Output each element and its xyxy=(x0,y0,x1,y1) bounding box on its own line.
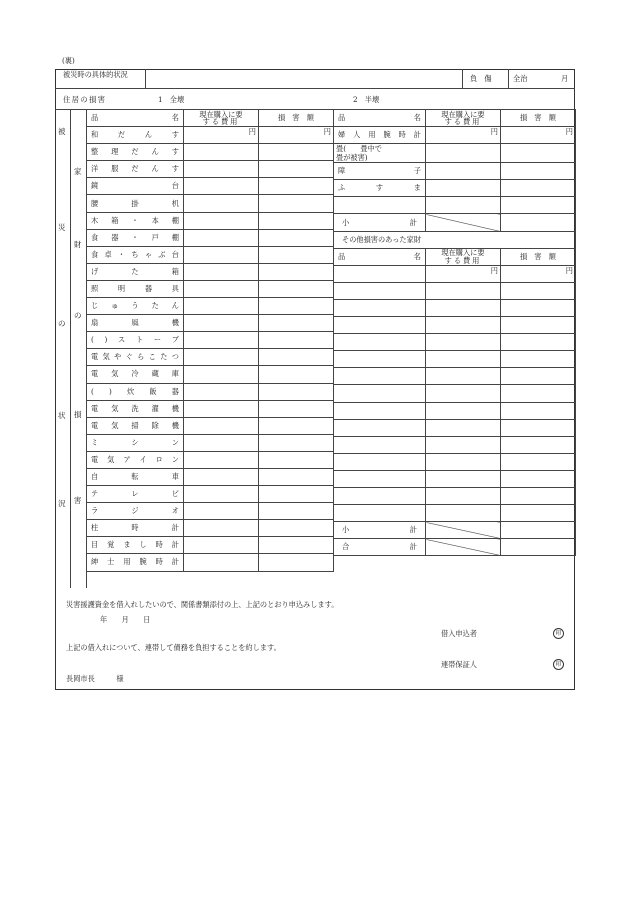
total-label-cost[interactable] xyxy=(426,539,501,556)
damage-cell[interactable] xyxy=(259,161,334,178)
cost-cell[interactable] xyxy=(184,383,259,400)
header-cost-line2: する費用 xyxy=(444,255,482,265)
table-row xyxy=(87,229,334,246)
injury-month-label: 月 xyxy=(561,74,569,83)
table-row xyxy=(87,520,334,537)
tatami-line2: 畳が被害) xyxy=(336,153,368,163)
item-name[interactable] xyxy=(334,299,426,316)
header-cost-line2: する費用 xyxy=(444,117,482,127)
table-row xyxy=(87,451,334,468)
cost-cell[interactable] xyxy=(184,263,259,280)
cost-cell[interactable] xyxy=(184,349,259,366)
item-name: 婦 人 用 腕 時 計 xyxy=(338,130,421,140)
damage-cell[interactable] xyxy=(501,282,576,299)
table-row xyxy=(334,402,576,419)
table-row xyxy=(87,434,334,451)
item-name: 扇 風 機 xyxy=(91,318,179,328)
table-row xyxy=(334,385,576,402)
damage-cell[interactable]: 円 xyxy=(501,265,576,282)
table-row xyxy=(334,317,576,334)
item-name[interactable] xyxy=(334,197,426,214)
cost-cell[interactable] xyxy=(184,468,259,485)
item-name[interactable] xyxy=(334,402,426,419)
damage-cell[interactable] xyxy=(259,263,334,280)
cost-cell[interactable] xyxy=(426,351,501,368)
header-damage: 損 害 額 xyxy=(259,110,334,127)
cost-cell[interactable] xyxy=(426,402,501,419)
table-row xyxy=(87,383,334,400)
cost-cell[interactable] xyxy=(184,280,259,297)
table-row xyxy=(334,453,576,470)
item-name: ラ ジ オ xyxy=(91,506,179,516)
item-name: 電 気 冷 蔵 庫 xyxy=(91,369,179,379)
right-items-table xyxy=(333,109,576,556)
damage-cell[interactable] xyxy=(259,537,334,554)
item-name: 食 器 ・ 戸 棚 xyxy=(91,232,179,242)
applicant-seal: 印 xyxy=(553,628,564,639)
cost-cell[interactable] xyxy=(426,470,501,487)
cost-cell[interactable] xyxy=(426,487,501,504)
cost-cell[interactable] xyxy=(184,554,259,571)
item-name[interactable] xyxy=(334,487,426,504)
table-row xyxy=(334,419,576,436)
table-row xyxy=(87,554,334,571)
cost-cell[interactable] xyxy=(426,368,501,385)
damage-cell[interactable] xyxy=(259,417,334,434)
guarantor-label: 連帯保証人 xyxy=(441,660,477,669)
table-row xyxy=(87,298,334,315)
subtotal-label-cost[interactable] xyxy=(426,522,501,539)
item-name: ミ シ ン xyxy=(91,437,179,447)
cost-cell[interactable] xyxy=(184,332,259,349)
housing-damage-label: 住居の損害 xyxy=(63,95,107,104)
tatami-cell xyxy=(334,144,426,163)
table-row xyxy=(334,368,576,385)
cost-cell[interactable] xyxy=(426,144,501,163)
damage-cell[interactable] xyxy=(259,434,334,451)
side-label-char: 災 xyxy=(58,223,66,232)
damage-cell[interactable] xyxy=(259,195,334,212)
cost-cell[interactable] xyxy=(426,317,501,334)
left-items-table xyxy=(86,109,334,572)
header-item: 品 名 xyxy=(338,251,421,261)
table-row xyxy=(87,195,334,212)
header-item: 品 名 xyxy=(338,113,421,123)
header-cost xyxy=(426,110,501,127)
cost-cell[interactable] xyxy=(426,385,501,402)
damage-cell[interactable] xyxy=(501,317,576,334)
header-cost-line1: 現在購入に要 xyxy=(441,248,485,258)
cost-cell[interactable] xyxy=(184,246,259,263)
damage-cell[interactable] xyxy=(259,212,334,229)
item-name: ( ) ス ト ー ブ xyxy=(91,335,179,345)
table-row xyxy=(334,487,576,504)
item-name[interactable] xyxy=(334,265,426,282)
table-row xyxy=(334,470,576,487)
table-row xyxy=(87,144,334,161)
item-name: げ た 箱 xyxy=(91,266,179,276)
damage-cell[interactable] xyxy=(259,554,334,571)
page-side-label: (裏) xyxy=(62,56,75,65)
damage-cell[interactable] xyxy=(259,315,334,332)
table-header-row xyxy=(334,110,576,127)
item-name: 自 転 車 xyxy=(91,472,179,482)
item-name: 電 気 掃 除 機 xyxy=(91,420,179,430)
cost-cell[interactable] xyxy=(184,178,259,195)
item-name[interactable] xyxy=(334,436,426,453)
cost-cell[interactable] xyxy=(184,520,259,537)
item-name: 紳 士 用 腕 時 計 xyxy=(91,557,179,567)
item-name[interactable] xyxy=(334,419,426,436)
cost-cell[interactable] xyxy=(426,419,501,436)
item-name: じ ゅ う た ん xyxy=(91,301,179,311)
cost-cell[interactable] xyxy=(184,503,259,520)
cost-cell[interactable] xyxy=(184,366,259,383)
damage-cell[interactable] xyxy=(259,349,334,366)
damage-cell[interactable] xyxy=(259,503,334,520)
total-label-damage[interactable] xyxy=(501,539,576,556)
side-label-char: の xyxy=(58,319,66,328)
item-name: 照 明 器 具 xyxy=(91,283,179,293)
header-cost-line2: する費用 xyxy=(202,117,240,127)
damage-cell[interactable] xyxy=(259,144,334,161)
item-name: 柱 時 計 xyxy=(91,523,179,533)
damage-cell[interactable] xyxy=(259,383,334,400)
injury-value: 全治 xyxy=(513,74,528,83)
header-damage: 損 害 額 xyxy=(501,248,576,265)
cost-cell[interactable] xyxy=(426,282,501,299)
damage-cell[interactable] xyxy=(259,332,334,349)
table-row xyxy=(334,351,576,368)
cost-cell[interactable] xyxy=(426,436,501,453)
table-header-row xyxy=(87,110,334,127)
header-cost xyxy=(426,248,501,265)
subtotal-cost[interactable] xyxy=(426,214,501,231)
cost-cell[interactable]: 円 xyxy=(184,127,259,144)
cost-cell[interactable] xyxy=(426,453,501,470)
side-label-char: 損 xyxy=(74,410,82,419)
damage-cell[interactable] xyxy=(501,197,576,214)
cost-cell[interactable] xyxy=(184,417,259,434)
applicant-label: 借入申込者 xyxy=(441,629,477,638)
other-items-heading: その他損害のあった家財 xyxy=(334,231,576,248)
damage-cell[interactable] xyxy=(259,246,334,263)
item-name: 和 だ ん す xyxy=(91,130,179,140)
item-name: 電 気 ア イ ロ ン xyxy=(91,454,179,464)
side-label-char: 被 xyxy=(58,127,66,136)
side-divider-outer xyxy=(70,109,71,588)
item-name: 木 箱 ・ 本 棚 xyxy=(91,215,179,225)
damage-cell[interactable] xyxy=(501,299,576,316)
table-row xyxy=(87,161,334,178)
table-row xyxy=(87,212,334,229)
item-name[interactable] xyxy=(334,351,426,368)
subtotal-label-damage[interactable] xyxy=(501,522,576,539)
top-info-section xyxy=(55,69,575,109)
side-label-char: 家 xyxy=(74,167,82,176)
cost-cell[interactable] xyxy=(184,537,259,554)
table-row xyxy=(87,417,334,434)
damage-cell[interactable] xyxy=(259,298,334,315)
situation-label: 被災時の具体的状況 xyxy=(63,70,128,79)
side-label-char: の xyxy=(74,311,82,320)
damage-cell[interactable] xyxy=(501,163,576,180)
housing-option-total: 1 全壊 xyxy=(158,95,185,104)
cost-cell[interactable] xyxy=(426,197,501,214)
header-cost xyxy=(184,110,259,127)
item-name[interactable] xyxy=(334,368,426,385)
item-name[interactable] xyxy=(334,317,426,334)
table-row xyxy=(334,299,576,316)
subtotal-label: 小 計 xyxy=(342,525,417,535)
item-name: 腰 掛 机 xyxy=(91,198,179,208)
item-name: ( ) 炊 飯 器 xyxy=(91,386,179,396)
table-row xyxy=(87,537,334,554)
item-name: 目 覚 ま し 時 計 xyxy=(91,540,179,550)
item-name[interactable] xyxy=(334,385,426,402)
damage-cell[interactable] xyxy=(501,505,576,522)
cost-cell[interactable] xyxy=(184,144,259,161)
cost-cell[interactable] xyxy=(184,195,259,212)
table-row xyxy=(87,468,334,485)
damage-cell[interactable] xyxy=(501,334,576,351)
item-name: 障 子 xyxy=(338,166,421,176)
cost-cell[interactable] xyxy=(184,229,259,246)
table-row xyxy=(87,503,334,520)
table-row xyxy=(334,505,576,522)
injury-label: 負 傷 xyxy=(470,74,492,83)
table-row xyxy=(334,334,576,351)
cost-cell[interactable]: 円 xyxy=(426,127,501,144)
cost-cell[interactable] xyxy=(184,434,259,451)
damage-cell[interactable] xyxy=(501,351,576,368)
damage-cell[interactable] xyxy=(259,400,334,417)
item-name: テ レ ビ xyxy=(91,489,179,499)
guarantee-statement: 上記の借入れについて、連帯して債務を負担することを約します。 xyxy=(66,643,281,652)
cost-cell[interactable] xyxy=(426,334,501,351)
table-row xyxy=(87,178,334,195)
total-label: 合 計 xyxy=(342,542,417,552)
side-label-char: 況 xyxy=(58,499,66,508)
item-name: ふ す ま xyxy=(338,183,421,193)
item-name[interactable] xyxy=(334,453,426,470)
cost-cell[interactable] xyxy=(184,315,259,332)
table-row xyxy=(87,246,334,263)
side-label-char: 財 xyxy=(74,240,82,249)
table-row xyxy=(87,280,334,297)
damage-cell[interactable] xyxy=(259,468,334,485)
item-name[interactable] xyxy=(334,470,426,487)
cost-cell[interactable] xyxy=(426,299,501,316)
cost-cell[interactable] xyxy=(426,505,501,522)
damage-cell[interactable]: 円 xyxy=(259,127,334,144)
item-name: 食 卓 ・ ち ゃ ぶ 台 xyxy=(91,249,179,259)
damage-cell[interactable] xyxy=(259,229,334,246)
item-name[interactable] xyxy=(334,505,426,522)
addressee: 長岡市長 様 xyxy=(66,674,124,683)
cost-cell[interactable] xyxy=(184,161,259,178)
cost-cell[interactable] xyxy=(184,486,259,503)
damage-cell[interactable] xyxy=(501,453,576,470)
table-row xyxy=(87,263,334,280)
cost-cell[interactable] xyxy=(426,163,501,180)
item-name[interactable] xyxy=(334,334,426,351)
item-name: 電 気 洗 濯 機 xyxy=(91,403,179,413)
damage-cell[interactable] xyxy=(259,486,334,503)
damage-cell[interactable] xyxy=(501,436,576,453)
damage-cell[interactable] xyxy=(501,470,576,487)
damage-cell[interactable] xyxy=(501,368,576,385)
item-name[interactable] xyxy=(334,282,426,299)
damage-cell[interactable] xyxy=(259,451,334,468)
cost-cell[interactable] xyxy=(184,400,259,417)
damage-cell[interactable]: 円 xyxy=(501,127,576,144)
subtotal-damage[interactable] xyxy=(501,214,576,231)
side-label-char: 状 xyxy=(58,411,66,420)
item-name: 整 理 だ ん す xyxy=(91,147,179,157)
application-statement: 災害援護資金を借入れしたいので、関係書類添付の上、上記のとおり申込みします。 xyxy=(66,600,339,609)
cost-cell[interactable] xyxy=(184,212,259,229)
damage-cell[interactable] xyxy=(501,144,576,163)
table-row xyxy=(87,349,334,366)
damage-cell[interactable] xyxy=(259,178,334,195)
table-row xyxy=(334,282,576,299)
side-label-char: 害 xyxy=(74,496,82,505)
damage-cell[interactable] xyxy=(501,487,576,504)
application-date: 年 月 日 xyxy=(100,615,151,624)
item-name: 電 気 や ぐ ら こ た つ xyxy=(91,352,179,362)
table-row xyxy=(87,315,334,332)
table-row xyxy=(334,436,576,453)
damage-cell[interactable] xyxy=(259,366,334,383)
header-item: 品 名 xyxy=(91,113,179,123)
table-row xyxy=(87,400,334,417)
damage-cell[interactable] xyxy=(501,419,576,436)
subtotal-label: 小 計 xyxy=(342,217,417,227)
item-name: 洋 服 だ ん す xyxy=(91,164,179,174)
table-header-row xyxy=(334,248,576,265)
header-damage: 損 害 額 xyxy=(501,110,576,127)
item-name: 鏡 台 xyxy=(91,181,179,191)
housing-option-half: 2 半壊 xyxy=(353,95,380,104)
damage-cell[interactable] xyxy=(259,520,334,537)
table-row xyxy=(87,366,334,383)
table-row xyxy=(87,127,334,144)
table-row xyxy=(87,332,334,349)
header-cost-line1: 現在購入に要 xyxy=(199,109,243,119)
guarantor-seal: 印 xyxy=(553,659,564,670)
cost-cell[interactable]: 円 xyxy=(426,265,501,282)
table-row xyxy=(87,486,334,503)
damage-cell[interactable] xyxy=(501,402,576,419)
damage-cell[interactable] xyxy=(259,280,334,297)
cost-cell[interactable] xyxy=(426,180,501,197)
header-cost-line1: 現在購入に要 xyxy=(441,109,485,119)
damage-cell[interactable] xyxy=(501,385,576,402)
damage-cell[interactable] xyxy=(501,180,576,197)
cost-cell[interactable] xyxy=(184,451,259,468)
cost-cell[interactable] xyxy=(184,298,259,315)
tatami-line1: 畳( 畳中で xyxy=(336,144,382,154)
